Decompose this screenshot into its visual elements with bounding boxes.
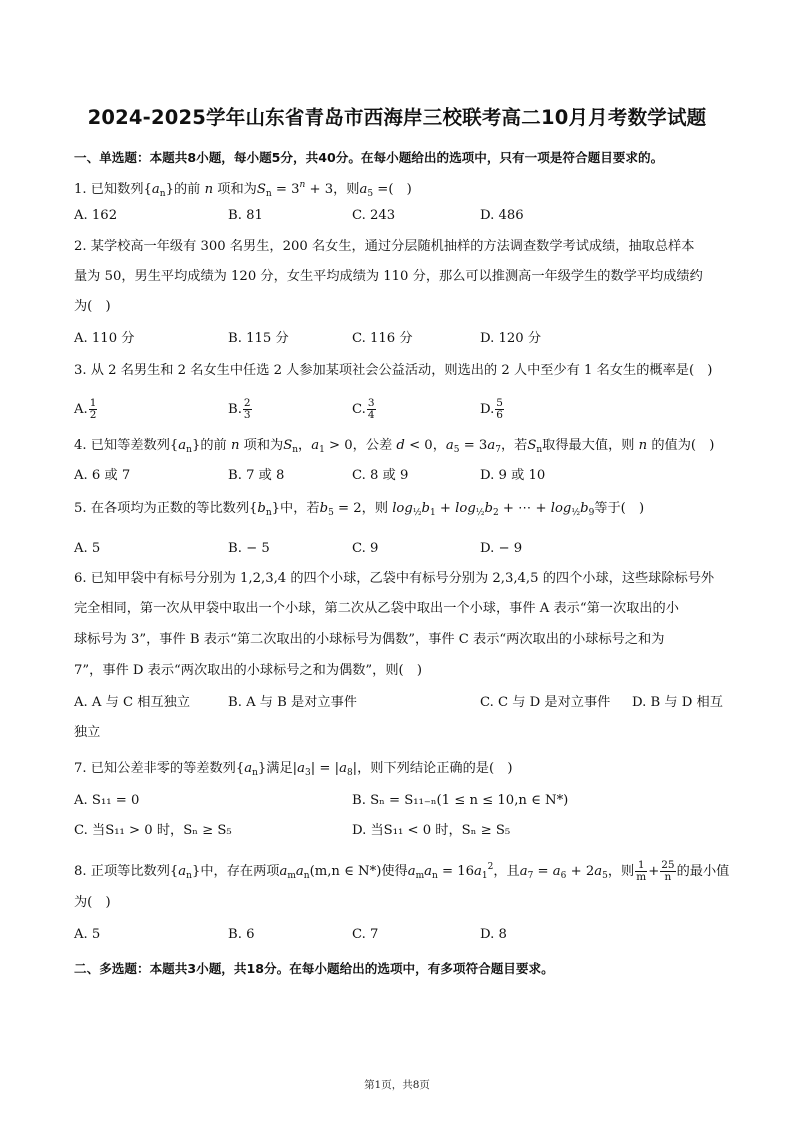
question-8-option-a: A. 5	[74, 927, 101, 942]
question-1-option-d: D. 486	[480, 208, 524, 223]
question-6-option-d-continued: 独立	[74, 725, 101, 740]
question-4-option-a: A. 6 或 7	[74, 468, 131, 483]
question-5-option-c: C. 9	[352, 541, 379, 556]
question-7: 7. 已知公差非零的等差数列$\{a_n\}$满足$|a_3| = |a_8|$，则下列结论正确的是( )	[74, 761, 513, 778]
question-7-option-c: C. 当S₁₁ > 0 时，Sₙ ≥ S₅	[74, 823, 232, 838]
question-4: 4. 已知等差数列$\{a_n\}$的前 n 项和为$S_n$，$a_1 > 0$，公差 d < 0，$a_5 = 3a_7$，若$S_n$取得最大值，则 n 的值为( )	[74, 438, 715, 455]
page-title: 2024-2025学年山东省青岛市西海岸三校联考高二10月月考数学试题	[87, 106, 707, 129]
question-2-option-d: D. 120 分	[480, 331, 542, 346]
question-7-option-a: A. S₁₁ = 0	[74, 793, 140, 808]
question-4-option-c: C. 8 或 9	[352, 468, 409, 483]
question-5-option-d: D. − 9	[480, 541, 523, 556]
question-8-option-b: B. 6	[228, 927, 255, 942]
question-8-option-d: D. 8	[480, 927, 507, 942]
question-6-option-b: B. A 与 B 是对立事件	[228, 695, 357, 710]
question-3-option-d: D. $\frac{5}{6}$	[480, 397, 503, 421]
question-4-option-b: B. 7 或 8	[228, 468, 285, 483]
question-6-line-1: 6. 已知甲袋中有标号分别为 1,2,3,4 的四个小球，乙袋中有标号分别为 2,3,4,5 的四个小球，这些球除标号外	[74, 571, 715, 586]
question-6-option-d: D. B 与 D 相互	[632, 695, 723, 710]
question-5: 5. 在各项均为正数的等比数列$\{b_n\}$中，若$b_5 = 2$，则 $\log_{\frac{1}{2}}b_1 + \log_{\frac{1}{2}}b_2$ + ⋯ + $\log_{\frac{1}{2}}b_9$等于( )	[74, 501, 645, 518]
question-2-line-1: 2. 某学校高一年级有 300 名男生，200 名女生，通过分层随机抽样的方法调查数学考试成绩，抽取总样本	[74, 239, 695, 254]
question-2-line-2: 量为 50，男生平均成绩为 120 分，女生平均成绩为 110 分，那么可以推测高一年级学生的数学平均成绩约	[74, 269, 703, 284]
question-2-line-3: 为( )	[74, 299, 111, 314]
question-1: 1. 已知数列$\{a_n\}$的前 n 项和为$S_n = 3^n + 3$，则$a_5$ =( )	[74, 180, 412, 199]
question-7-option-b: B. Sₙ = S₁₁₋ₙ(1 ≤ n ≤ 10,n ∈ N*)	[352, 793, 569, 808]
question-2-option-b: B. 115 分	[228, 331, 289, 346]
question-6-line-2: 完全相同，第一次从甲袋中取出一个小球，第二次从乙袋中取出一个小球，事件 A 表示“第一次取出的小	[74, 601, 679, 616]
question-6-line-4: 7”，事件 D 表示“两次取出的小球标号之和为偶数”，则( )	[74, 663, 422, 678]
question-3-option-a: A. $\frac{1}{2}$	[74, 397, 97, 421]
question-8-line-2: 为( )	[74, 895, 111, 910]
section-heading-multiple-choice: 二、多选题：本题共3小题，共18分。在每小题给出的选项中，有多项符合题目要求。	[74, 961, 554, 976]
question-5-option-a: A. 5	[74, 541, 101, 556]
question-3-option-b: B. $\frac{2}{3}$	[228, 397, 251, 421]
question-8: 8. 正项等比数列$\{a_n\}$中，存在两项$a_ma_n(m,n$ ∈ N*)使得$a_ma_n = 16a_1^2$，且$a_7 = a_6 + 2a_5$，则 $\frac{1}{m}$ + $\frac{25}{n}$ 的最小值	[74, 859, 730, 883]
question-6-option-c: C. C 与 D 是对立事件	[480, 695, 611, 710]
section-heading-single-choice: 一、单选题：本题共8小题，每小题5分，共40分。在每小题给出的选项中，只有一项是符合题目要求的。	[74, 150, 664, 165]
question-3: 3. 从 2 名男生和 2 名女生中任选 2 人参加某项社会公益活动，则选出的 2 人中至少有 1 名女生的概率是( )	[74, 363, 713, 378]
question-2-option-a: A. 110 分	[74, 331, 135, 346]
question-6-option-a: A. A 与 C 相互独立	[74, 695, 191, 710]
page-number-footer: 第1页，共8页	[364, 1079, 430, 1091]
question-7-option-d: D. 当S₁₁ < 0 时，Sₙ ≥ S₅	[352, 823, 511, 838]
question-8-option-c: C. 7	[352, 927, 379, 942]
question-2-option-c: C. 116 分	[352, 331, 413, 346]
question-1-option-a: A. 162	[74, 208, 118, 223]
question-1-option-c: C. 243	[352, 208, 396, 223]
question-6-line-3: 球标号为 3”，事件 B 表示“第二次取出的小球标号为偶数”，事件 C 表示“两次取出的小球标号之和为	[74, 632, 665, 647]
question-1-option-b: B. 81	[228, 208, 263, 223]
question-3-option-c: C. $\frac{3}{4}$	[352, 397, 375, 421]
question-5-option-b: B. − 5	[228, 541, 270, 556]
question-4-option-d: D. 9 或 10	[480, 468, 546, 483]
